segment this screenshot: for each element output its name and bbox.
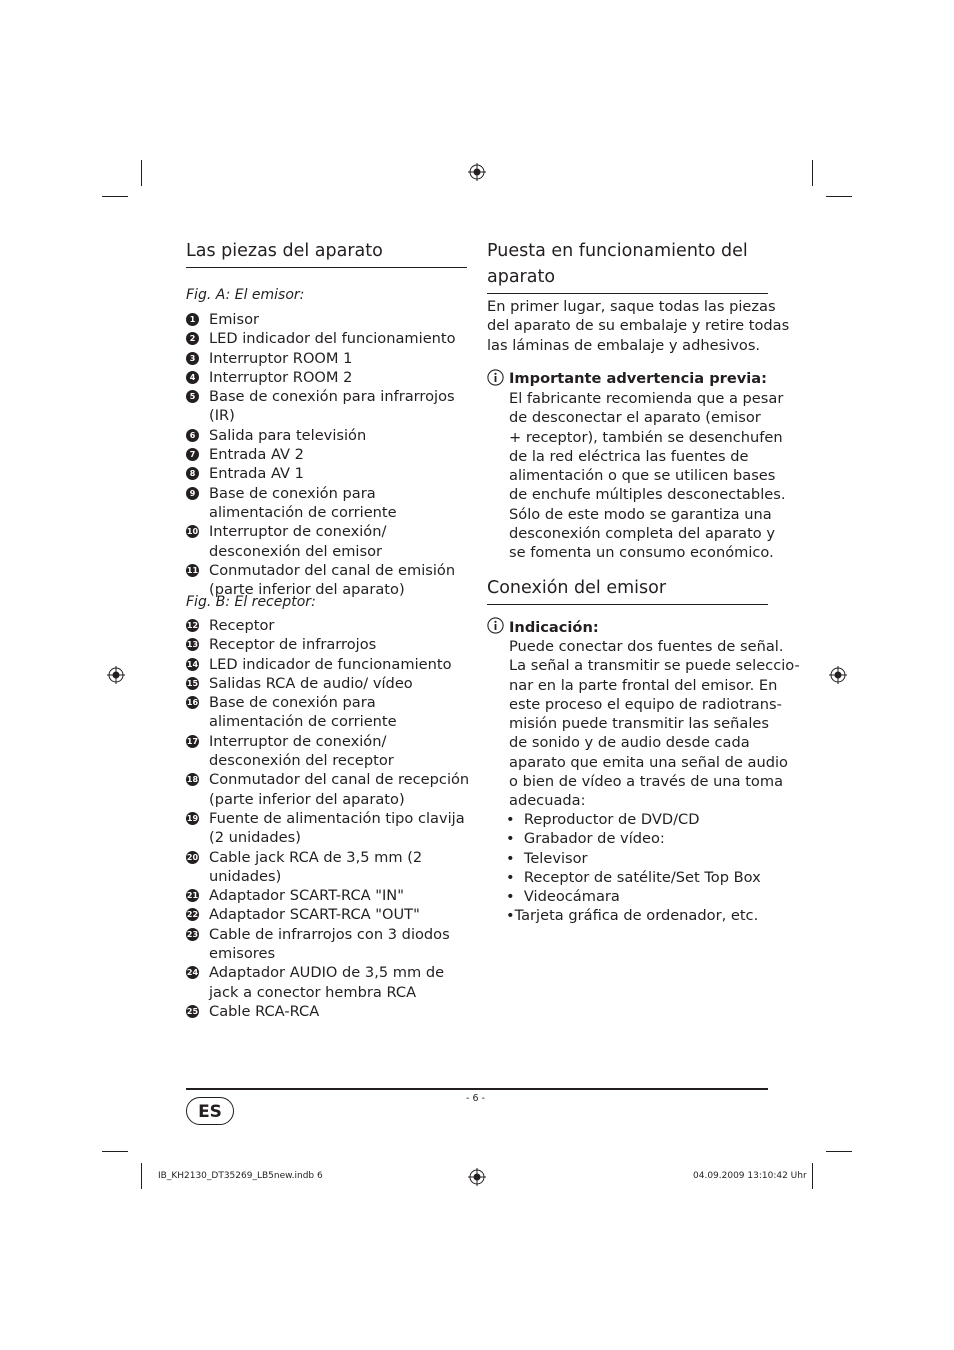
part-number-badge: 20: [186, 852, 199, 862]
crop-mark: [826, 1151, 852, 1152]
part-number-badge: 7: [186, 448, 199, 461]
part-item: [186, 1002, 471, 1021]
part-label: Adaptador SCART-RCA "OUT": [209, 906, 420, 924]
bullet-item: • Receptor de satélite/Set Top Box: [506, 868, 761, 886]
crop-mark: [812, 160, 813, 186]
part-number-badge: 13: [186, 640, 199, 650]
part-item: [186, 616, 471, 635]
heading-line: Puesta en funcionamiento del: [487, 241, 748, 261]
part-label: Cable de infrarrojos con 3 diodos emisores: [209, 925, 450, 963]
language-badge: ES: [186, 1097, 234, 1125]
part-item: [186, 925, 471, 964]
part-number-badge: 21: [186, 891, 199, 901]
part-label: Adaptador SCART-RCA "IN": [209, 887, 404, 905]
text-line: Sólo de este modo se garantiza una: [509, 505, 772, 523]
crop-mark: [826, 196, 852, 197]
part-item: [186, 387, 471, 426]
file-name: IB_KH2130_DT35269_LB5new.indb 6: [158, 1171, 323, 1181]
heading-rule: [487, 604, 768, 605]
part-item: [186, 886, 471, 905]
part-label: Interruptor de conexión/ desconexión del receptor: [209, 732, 394, 770]
text-line: del aparato de su embalaje y retire todas: [487, 317, 790, 335]
part-item: [186, 770, 471, 809]
bullet-item: • Grabador de vídeo:: [506, 830, 665, 848]
info-icon: [487, 617, 504, 634]
part-number-badge: 2: [186, 332, 199, 345]
part-item: [186, 655, 471, 674]
part-label: Base de conexión para alimentación de corriente: [209, 484, 397, 521]
part-label: Fuente de alimentación tipo clavija (2 unidades): [209, 809, 465, 847]
text-line: La señal a transmitir se puede seleccio-: [509, 657, 800, 675]
registration-mark-icon: [107, 666, 125, 684]
text-line: o bien de vídeo a través de una toma: [509, 773, 784, 791]
part-item: [186, 693, 471, 732]
part-number-badge: 5: [186, 390, 199, 403]
part-label: Conmutador del canal de recepción (parte inferior del aparato): [209, 771, 470, 808]
part-number-badge: 3: [186, 352, 199, 365]
part-number-badge: 4: [186, 371, 199, 384]
text-line: En primer lugar, saque todas las piezas: [487, 298, 776, 315]
figure-caption-a: Fig. A: El emisor:: [186, 287, 305, 303]
text-line: desconexión completa del aparato y: [509, 525, 776, 543]
part-item: [186, 445, 471, 464]
part-item: [186, 426, 471, 445]
text-line: de enchufe múltiples desconectables.: [509, 486, 786, 504]
part-label: Entrada AV 2: [209, 446, 304, 464]
part-number-badge: 12: [186, 621, 199, 630]
part-number-badge: 24: [186, 968, 199, 978]
bullet-item: • Videocámara: [506, 888, 620, 906]
bullet-item: • Reproductor de DVD/CD: [506, 811, 700, 828]
crop-mark: [812, 1163, 813, 1189]
part-number-badge: 15: [186, 678, 199, 688]
text-line: aparato que emita una señal de audio: [509, 753, 788, 771]
part-label: Base de conexión para alimentación de corriente: [209, 694, 397, 731]
text-line: El fabricante recomienda que a pesar: [509, 390, 784, 407]
intro-paragraph: [487, 297, 790, 355]
part-label: Entrada AV 1: [209, 465, 304, 483]
part-label: LED indicador del funcionamiento: [209, 330, 456, 348]
part-number-badge: 1: [186, 313, 199, 326]
warning-title: Importante advertencia previa:: [509, 370, 767, 387]
note-paragraph: [509, 637, 800, 811]
part-label: Receptor: [209, 617, 275, 634]
part-item: [186, 522, 471, 561]
part-label: Cable jack RCA de 3,5 mm (2 unidades): [209, 848, 423, 885]
crop-mark: [102, 1151, 128, 1152]
part-label: Conmutador del canal de emisión (parte inferior del aparato): [209, 561, 456, 599]
parts-list-receiver: [186, 616, 471, 1021]
footer-rule: [186, 1088, 768, 1090]
part-number-badge: 19: [186, 813, 199, 823]
part-label: Interruptor de conexión/ desconexión del emisor: [209, 523, 387, 560]
part-label: Adaptador AUDIO de 3,5 mm de jack a conector hembra RCA: [209, 964, 445, 1001]
text-line: alimentación o que se utilicen bases: [509, 467, 776, 485]
registration-mark-icon: [468, 1168, 486, 1186]
text-line: de desconectar el aparato (emisor: [509, 409, 761, 427]
print-timestamp: 04.09.2009 13:10:42 Uhr: [693, 1171, 807, 1181]
part-item: [186, 484, 471, 523]
note-title: Indicación:: [509, 619, 599, 636]
text-line: este proceso el equipo de radiotrans-: [509, 695, 782, 713]
text-line: adecuada:: [509, 792, 586, 810]
registration-mark-icon: [829, 666, 847, 684]
part-item: [186, 310, 471, 329]
section-heading-connection: Conexión del emisor: [487, 578, 667, 598]
source-bullet-list: [506, 810, 776, 926]
crop-mark: [102, 196, 128, 197]
part-label: Receptor de infrarrojos: [209, 636, 377, 654]
part-item: [186, 674, 471, 693]
part-label: Base de conexión para infrarrojos (IR): [209, 388, 455, 425]
crop-mark: [141, 160, 142, 186]
part-number-badge: 23: [186, 929, 199, 939]
part-item: [186, 635, 471, 654]
part-item: [186, 368, 471, 387]
part-label: Salidas RCA de audio/ vídeo: [209, 674, 413, 692]
part-number-badge: 6: [186, 429, 199, 442]
text-line: Puede conectar dos fuentes de señal.: [509, 638, 784, 655]
heading-rule: [186, 267, 467, 268]
part-item: [186, 848, 471, 887]
part-item: [186, 732, 471, 771]
part-number-badge: 14: [186, 659, 199, 669]
part-number-badge: 25: [186, 1006, 199, 1016]
text-line: de la red eléctrica las fuentes de: [509, 447, 749, 465]
page-number: - 6 -: [466, 1093, 485, 1104]
part-number-badge: 9: [186, 487, 199, 500]
part-item: [186, 349, 471, 368]
text-line: de sonido y de audio desde cada: [509, 734, 750, 752]
part-number-badge: 8: [186, 467, 199, 480]
part-number-badge: 17: [186, 736, 199, 746]
part-item: [186, 329, 471, 348]
figure-caption-b: Fig. B: El receptor:: [186, 594, 316, 610]
part-item: [186, 809, 471, 848]
section-heading-startup: [487, 238, 748, 290]
part-label: Emisor: [209, 311, 260, 328]
text-line: misión puede transmitir las señales: [509, 715, 769, 733]
part-label: Salida para televisión: [209, 426, 367, 444]
warning-paragraph: [509, 389, 786, 563]
heading-line: aparato: [487, 267, 556, 287]
bullet-item: • Televisor: [506, 849, 588, 867]
text-line: + receptor), también se desenchufen: [509, 428, 783, 446]
bullet-item: •Tarjeta gráfica de ordenador, etc.: [506, 907, 759, 925]
part-number-badge: 22: [186, 910, 199, 920]
part-label: Interruptor ROOM 1: [209, 349, 353, 367]
part-item: [186, 905, 471, 924]
part-item: [186, 963, 471, 1002]
text-line: nar en la parte frontal del emisor. En: [509, 676, 778, 694]
part-item: [186, 464, 471, 483]
part-label: Cable RCA-RCA: [209, 1002, 320, 1020]
parts-list-emitter: [186, 310, 471, 599]
part-number-badge: 16: [186, 698, 199, 708]
section-heading-parts: Las piezas del aparato: [186, 241, 383, 261]
crop-mark: [141, 1163, 142, 1189]
part-label: LED indicador de funcionamiento: [209, 655, 452, 673]
text-line: se fomenta un consumo económico.: [509, 544, 774, 562]
part-number-badge: 18: [186, 775, 199, 785]
info-icon: [487, 369, 504, 386]
part-label: Interruptor ROOM 2: [209, 368, 353, 386]
registration-mark-icon: [468, 163, 486, 181]
heading-rule: [487, 293, 768, 294]
part-number-badge: 11: [186, 565, 199, 575]
text-line: las láminas de embalaje y adhesivos.: [487, 336, 761, 354]
part-number-badge: 10: [186, 527, 199, 537]
